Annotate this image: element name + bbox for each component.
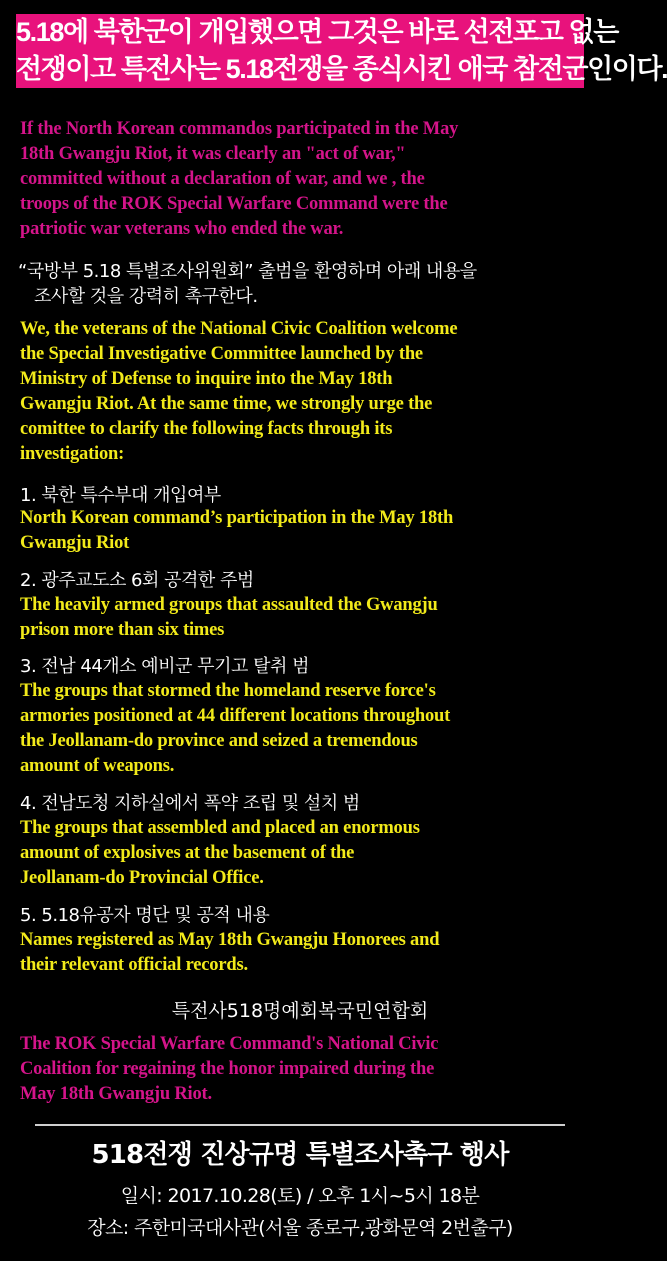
welcome-en-line: Ministry of Defense to inquire into the May 18th (20, 369, 393, 389)
item-en-line: their relevant official records. (20, 955, 248, 975)
welcome-en-line: comittee to clarify the following facts through its (20, 419, 393, 439)
intro-line: committed without a declaration of war, and we , the (20, 169, 425, 189)
item-en-line: North Korean command’s participation in the May 18th (20, 508, 454, 528)
item-en-line: armories positioned at 44 different locations throughout (20, 706, 451, 726)
item-en-line: The groups that assembled and placed an enormous (20, 818, 420, 838)
event-place: 장소: 주한미국대사관(서울 종로구,광화문역 2번출구) (87, 1217, 513, 1239)
item-1-korean: 1. 북한 특수부대 개입여부 (20, 485, 221, 506)
item-en-line: the Jeollanam-do province and seized a tremendous (20, 731, 418, 751)
item-3-english (20, 679, 586, 779)
item-en-line: amount of explosives at the basement of the (20, 843, 355, 863)
item-3-korean: 3. 전남 44개소 예비군 무기고 탈취 범 (20, 656, 309, 677)
welcome-en-line: We, the veterans of the National Civic Coalition welcome (20, 319, 458, 339)
welcome-ko-line: “국방부 5.18 특별조사위원회” 출범을 환영하며 아래 내용을 (18, 261, 477, 282)
intro-line: If the North Korean commandos participated in the May (20, 119, 459, 139)
divider (35, 1124, 565, 1126)
intro-line: troops of the ROK Special Warfare Command were the (20, 194, 448, 214)
item-4-english (20, 816, 586, 891)
org-english (20, 1032, 586, 1107)
item-en-line: Gwangju Riot (20, 533, 130, 553)
welcome-ko-line: 조사할 것을 강력히 촉구한다. (34, 286, 258, 307)
event-datetime: 일시: 2017.10.28(토) / 오후 1시~5시 18분 (120, 1185, 480, 1207)
item-en-line: The groups that stormed the homeland reserve force's (20, 681, 436, 701)
headline-line-1: 5.18에 북한군이 개입했으면 그것은 바로 선전포고 없는 (16, 17, 618, 47)
event-title: 518전쟁 진상규명 특별조사촉구 행사 (91, 1140, 509, 1170)
item-5-english (20, 928, 586, 978)
intro-line: patriotic war veterans who ended the war. (20, 219, 344, 239)
item-4-korean: 4. 전남도청 지하실에서 폭약 조립 및 설치 범 (20, 793, 360, 814)
org-en-line: The ROK Special Warfare Command's National Civic (20, 1034, 439, 1054)
item-5-korean: 5. 5.18유공자 명단 및 공적 내용 (20, 905, 270, 926)
intro-line: 18th Gwangju Riot, it was clearly an "act of war," (20, 144, 406, 164)
welcome-en-line: the Special Investigative Committee launched by the (20, 344, 423, 364)
org-korean: 특전사518명예회복국민연합회 (171, 1000, 429, 1022)
item-en-line: The heavily armed groups that assaulted the Gwangju (20, 595, 438, 615)
welcome-en-line: investigation: (20, 444, 125, 464)
intro-english (20, 117, 586, 242)
item-2-korean: 2. 광주교도소 6회 공격한 주범 (20, 570, 254, 591)
org-en-line: May 18th Gwangju Riot. (20, 1084, 212, 1104)
welcome-english (20, 317, 586, 467)
item-en-line: amount of weapons. (20, 756, 175, 776)
item-en-line: Names registered as May 18th Gwangju Honorees and (20, 930, 440, 950)
welcome-en-line: Gwangju Riot. At the same time, we strongly urge the (20, 394, 433, 414)
headline-line-2: 전쟁이고 특전사는 5.18전쟁을 종식시킨 애국 참전군인이다. (16, 54, 667, 84)
item-en-line: prison more than six times (20, 620, 225, 640)
item-en-line: Jeollanam-do Provincial Office. (20, 868, 264, 888)
welcome-korean (18, 259, 584, 309)
org-en-line: Coalition for regaining the honor impaired during the (20, 1059, 435, 1079)
item-2-english (20, 593, 586, 643)
item-1-english (20, 506, 586, 556)
